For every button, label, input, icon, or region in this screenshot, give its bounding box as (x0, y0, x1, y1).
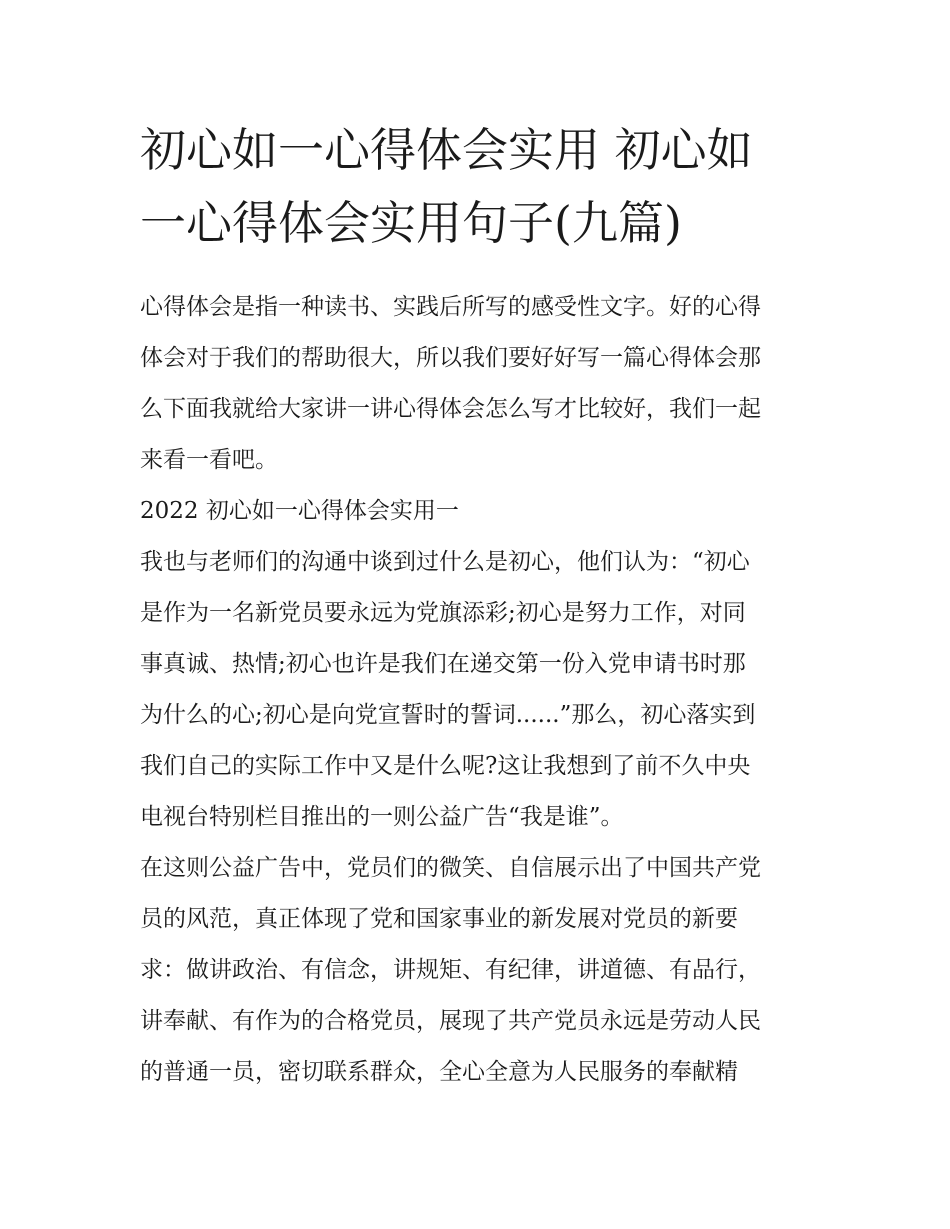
body-paragraph-1: 我也与老师们的沟通中谈到过什么是初心，他们认为：“初心 是作为一名新党员要永远为党旗添彩;初心是努力工作，对同 事真诚、热情;初心也许是我们在递交第一份入党申请书时那 为什么的心;初心是向党宣誓时的誓词......”那么，初心落实到 我们自己的实际工作中又是什么呢?这让我想到了前不久中央 电视台特别栏目推出的一则公益广告“我是谁”。 (140, 549, 756, 830)
document-title: 初心如一心得体会实用 初心如 一心得体会实用句子(九篇) (140, 123, 753, 250)
section-heading: 2022 初心如一心得体会实用一 (140, 498, 459, 524)
body-paragraph-2: 在这则公益广告中，党员们的微笑、自信展示出了中国共产党 员的风范，真正体现了党和国家事业的新发展对党员的新要 求：做讲政治、有信念，讲规矩、有纪律，讲道德、有品行， 讲奉献、有作为的合格党员，展现了共产党员永远是劳动人民 的普通一员，密切联系群众，全心全意为人民服务的奉献精 (140, 855, 761, 1085)
document-body (140, 114, 812, 1098)
intro-paragraph: 心得体会是指一种读书、实践后所写的感受性文字。好的心得 体会对于我们的帮助很大，所以我们要好好写一篇心得体会那 么下面我就给大家讲一讲心得体会怎么写才比较好，我们一起 来看一看吧。 (140, 294, 761, 473)
